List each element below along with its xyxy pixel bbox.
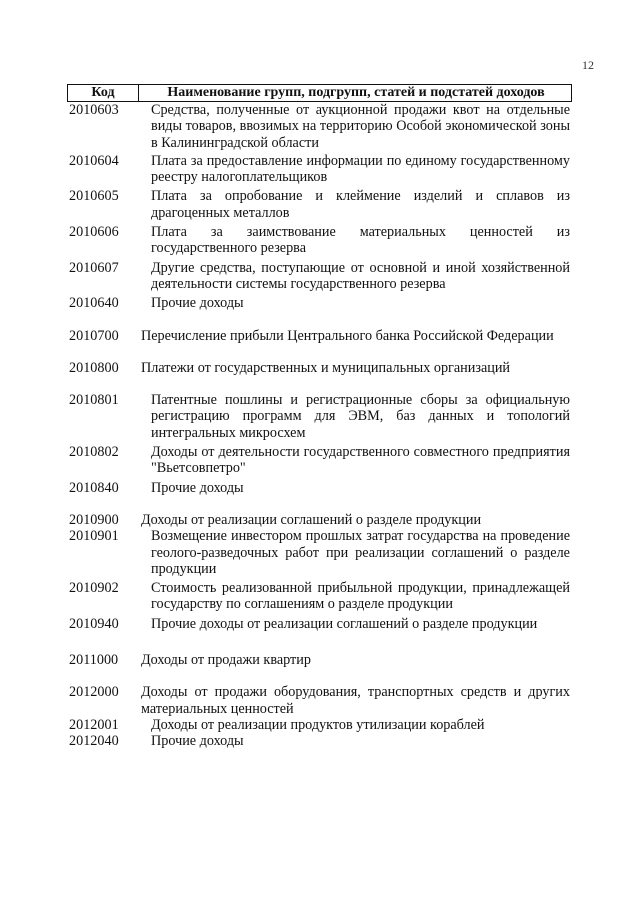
table-header xyxy=(67,84,572,102)
row-code: 2010700 xyxy=(69,327,119,344)
table-row xyxy=(67,295,572,311)
income-classification-table xyxy=(67,84,572,750)
row-code: 2010801 xyxy=(69,392,119,409)
row-code: 2010607 xyxy=(69,259,119,276)
row-code: 2010603 xyxy=(69,102,119,118)
table-row xyxy=(67,652,572,668)
table-row xyxy=(67,328,572,344)
row-code: 2010901 xyxy=(69,528,119,545)
row-name: Прочие доходы от реализации соглашений о разделе продукции xyxy=(151,615,538,632)
table-row xyxy=(67,360,572,376)
table-row xyxy=(67,717,572,733)
row-code: 2010900 xyxy=(69,511,119,528)
row-code: 2010604 xyxy=(69,152,119,169)
row-name: Перечисление прибыли Центрального банка Российской Федерации xyxy=(141,327,554,344)
row-code: 2010606 xyxy=(69,224,119,241)
row-code: 2010800 xyxy=(69,359,119,376)
table-row xyxy=(67,260,572,293)
page-number: 12 xyxy=(582,58,594,72)
row-code: 2012040 xyxy=(69,733,119,750)
row-code: 2011000 xyxy=(69,652,119,669)
table-row xyxy=(67,153,572,186)
name-column-header: Наименование групп, подгрупп, статей и подстатей доходов xyxy=(167,85,545,100)
table-row xyxy=(67,102,572,151)
row-code: 2010605 xyxy=(69,188,119,205)
table-row xyxy=(67,733,572,749)
row-code: 2012000 xyxy=(69,684,119,701)
row-name: Другие средства, поступающие от основной и иной хозяйственной деятельности системы государственного резерва xyxy=(151,259,570,292)
row-name: Доходы от деятельности государственного совместного предприятия "Вьетсовпетро" xyxy=(151,444,570,477)
table-row xyxy=(67,188,572,221)
table-row xyxy=(67,480,572,496)
table-row xyxy=(67,684,572,717)
row-name: Прочие доходы xyxy=(151,733,244,750)
row-code: 2010940 xyxy=(69,615,119,632)
table-row xyxy=(67,580,572,613)
row-name: Патентные пошлины и регистрационные сборы за официальную регистрацию программ для ЭВМ, баз данных и топологий интегральных микросхем xyxy=(151,392,570,441)
row-name: Прочие доходы xyxy=(151,295,244,312)
code-column-header: Код xyxy=(68,85,139,101)
row-name: Платежи от государственных и муниципальных организаций xyxy=(141,359,511,376)
row-name: Средства, полученные от аукционной продажи квот на отдельные виды товаров, ввозимых на территорию Особой экономической зоны в Калининградской области xyxy=(151,102,570,151)
row-code: 2010840 xyxy=(69,479,119,496)
row-name: Плата за заимствование материальных ценностей из государственного резерва xyxy=(151,224,570,257)
row-name: Доходы от реализации соглашений о разделе продукции xyxy=(141,511,482,528)
row-name: Доходы от продажи квартир xyxy=(141,652,311,669)
row-code: 2010902 xyxy=(69,580,119,597)
row-name: Стоимость реализованной прибыльной продукции, принадлежащей государству по соглашениям о разделе продукции xyxy=(151,580,570,613)
row-code: 2010802 xyxy=(69,444,119,461)
table-row xyxy=(67,444,572,477)
table-row xyxy=(67,512,572,528)
row-name: Возмещение инвестором прошлых затрат государства на проведение геолого-разведочных работ при реализации соглашений о разделе продукции xyxy=(151,528,570,577)
row-name: Плата за опробование и клеймение изделий и сплавов из драгоценных металлов xyxy=(151,188,570,221)
row-name: Доходы от реализации продуктов утилизации кораблей xyxy=(151,716,485,733)
table-row xyxy=(67,392,572,441)
row-code: 2012001 xyxy=(69,716,119,733)
table-row xyxy=(67,528,572,577)
table-row xyxy=(67,616,572,632)
row-name: Плата за предоставление информации по единому государственному реестру налогоплательщиков xyxy=(151,152,570,186)
row-code: 2010640 xyxy=(69,295,119,312)
table-row xyxy=(67,224,572,257)
row-name: Прочие доходы xyxy=(151,479,244,496)
row-name: Доходы от продажи оборудования, транспортных средств и других материальных ценностей xyxy=(141,684,570,717)
